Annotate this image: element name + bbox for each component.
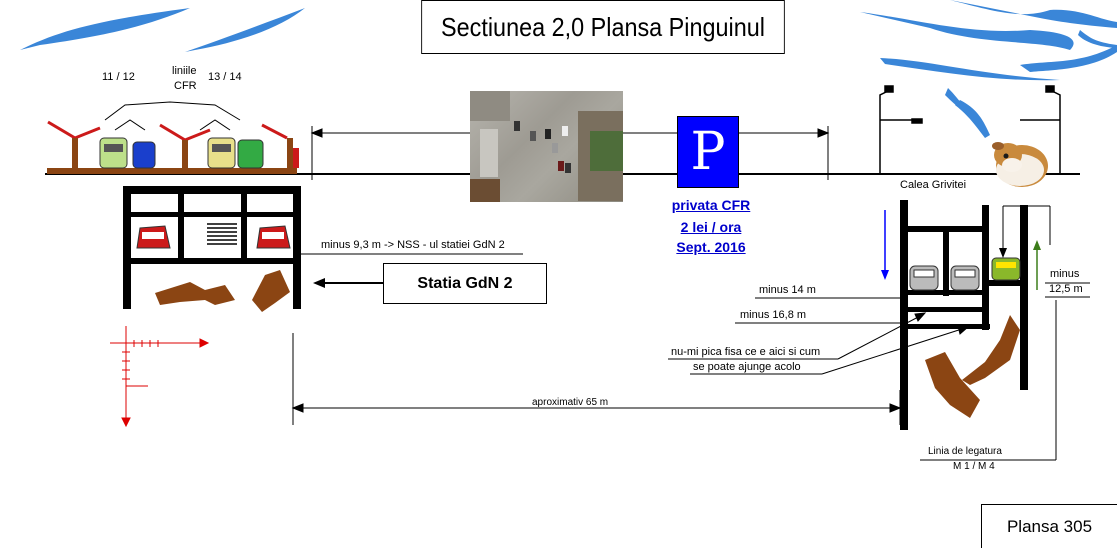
parking-owner-link[interactable]: privata CFR — [671, 197, 751, 213]
tracks-title-bottom: CFR — [174, 80, 197, 92]
nss-label: minus 9,3 m -> NSS - ul statiei GdN 2 — [321, 239, 505, 251]
axis-indicator — [110, 326, 208, 426]
street-label: Calea Grivitei — [900, 179, 967, 191]
page-title: Sectiunea 2,0 Plansa Pinguinul — [421, 0, 785, 54]
depth-right-value-label: 12,5 m — [1049, 283, 1083, 295]
parking-price-link[interactable]: 2 lei / ora — [680, 219, 742, 235]
plate-number: Plansa 305 — [981, 504, 1117, 548]
parking-sign-icon: P — [677, 116, 739, 188]
station-arrow-head — [313, 278, 325, 288]
tracks-left-label: 11 / 12 — [102, 71, 135, 83]
link-line-label: Linia de legatura — [928, 446, 1002, 457]
depth-minus-14-label: minus 14 m — [759, 284, 816, 296]
question-line-2: se poate ajunge acolo — [693, 361, 801, 373]
aerial-photo-detail — [470, 91, 623, 202]
distance-label: aproximativ 65 m — [532, 397, 609, 408]
underground-trains — [137, 224, 290, 248]
tracks-title-top: liniile — [172, 65, 197, 77]
parking-date-link[interactable]: Sept. 2016 — [676, 239, 746, 255]
tracks-right-label: 13 / 14 — [208, 71, 242, 83]
guinea-pig-image — [992, 142, 1048, 187]
question-line-1: nu-mi pica fisa ce e aici si cum — [671, 346, 821, 358]
link-line-code: M 1 / M 4 — [953, 461, 995, 472]
station-surface — [47, 102, 299, 174]
aerial-parking-photo — [470, 91, 623, 202]
station-label-box: Statia GdN 2 — [383, 263, 547, 304]
depth-minus-16-label: minus 16,8 m — [740, 309, 807, 321]
rock-deposits — [155, 270, 1020, 418]
depth-minus-right-label: minus — [1050, 268, 1080, 280]
